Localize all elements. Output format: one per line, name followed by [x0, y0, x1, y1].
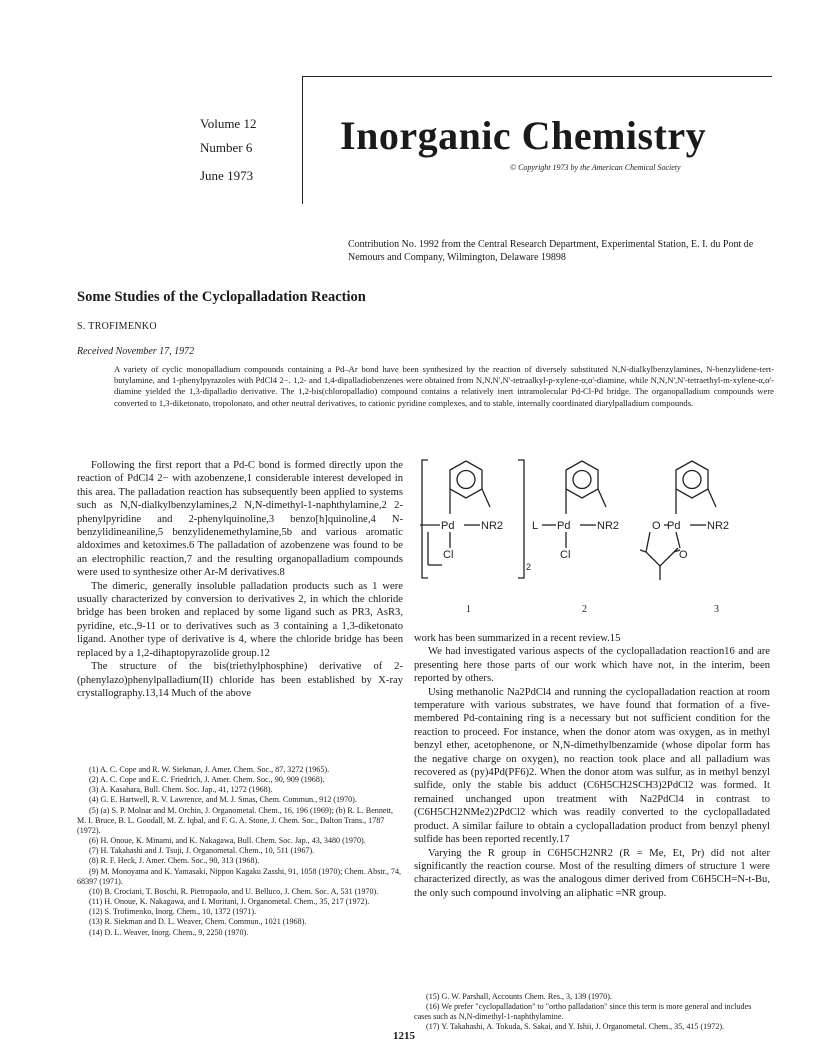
reference: (7) H. Takahashi and J. Tsuji, J. Organometal. Chem., 10, 511 (1967).: [89, 846, 315, 856]
copyright-notice: © Copyright 1973 by the American Chemical Society: [510, 163, 681, 172]
abstract: A variety of cyclic monopalladium compounds containing a Pd–Ar bond have been synthesized by the reaction of diversely substituted N,N-dialkylbenzylamines, N-benzylidene-tert-butylamine, and 1-phenylpyrazoles with PdCl4 2−. 1,2- and 1,4-dipalladiobenzenes were obtained from N,N,N',N'-tetraalkyl-p-xylene-α,α'-diamine, while N,N,N',N'-tetraethyl-m-xylene-α,α'-diamine yielded the 1,3-dipalladio derivative. The 1,2-bis(chloropalladio) compound contains a relatively inert intramolecular Pd-Cl-Pd bridge. The organopalladium compounds were converted to 1,3-diketonato, tropolonato, and other neutral derivatives, to cationic pyridine complexes, and to stable, internally coordinated diarylpalladium compounds.: [114, 364, 774, 408]
article-title: Some Studies of the Cyclopalladation Reaction: [77, 289, 366, 305]
journal-title: Inorganic Chemistry: [340, 113, 707, 158]
benzene-ring-1: [450, 461, 482, 498]
l-label: L: [532, 520, 539, 532]
cl-label: Cl: [560, 549, 571, 561]
pd-label: Pd: [667, 520, 681, 532]
structures-figure: [414, 452, 774, 627]
paragraph: Varying the R group in C6H5CH2NR2 (R = Me, Et, Pr) did not alter significantly the reaction course. Most of the resulting dimers of structure 1 were characterized directly, as was the analogous dimer derived from C6H5CH=N-t-Bu, the only such compound involving an aliphatic =NR group.: [414, 847, 770, 899]
nr2-label: NR2: [481, 520, 504, 532]
paragraph: The structure of the bis(triethylphosphine) derivative of 2-(phenylazo)phenylpalladium(II) chloride has been established by X-ray crystallography.13,14 Much of the above: [77, 661, 403, 699]
references-right: [414, 992, 770, 1033]
bracket-left: [422, 460, 428, 578]
diketonato-ring: [646, 532, 678, 566]
o-label: O: [679, 549, 688, 561]
compound-number: 2: [582, 604, 587, 615]
reference: (2) A. C. Cope and E. C. Friedrich, J. Amer. Chem. Soc., 90, 909 (1968).: [89, 775, 325, 785]
bracket-right: [518, 460, 524, 578]
paragraph: The dimeric, generally insoluble palladation products such as 1 were usually characterized by conversion to derivatives 2, in which the chloride bridge has been broken and replaced by some ligand such as PR3, AsR3, pyridine, etc.,9-11 or to derivatives such as 3 containing a 1,3-diketonato ligand. Another type of derivative is 4, where the chloride bridge has been replaced by a 1,2-dihaptopyrazolide group.12: [77, 580, 403, 659]
compound-number: 1: [466, 604, 471, 615]
volume: Volume 12: [200, 116, 257, 131]
reference: (10) B. Crociani, T. Boschi, R. Pietropaolo, and U. Belluco, J. Chem. Soc. A, 531 (1970).: [89, 886, 379, 896]
reference: (13) R. Siekman and D. L. Weaver, Chem. Commun., 1021 (1968).: [89, 917, 307, 927]
reference: (9) M. Monoyama and K. Yamasaki, Nippon Kagaku Zasshi, 91, 1058 (1970); Chem. Abstr., 74, 68397 (1971).: [77, 866, 402, 886]
page-number: 1215: [393, 1030, 415, 1042]
cl-label: Cl: [443, 549, 454, 561]
nr2-label: NR2: [597, 520, 620, 532]
issue-info: [200, 112, 290, 188]
pd-label: Pd: [441, 520, 455, 532]
reference: (15) G. W. Parshall, Accounts Chem. Res., 3, 139 (1970).: [426, 992, 612, 1001]
reference: (17) Y. Takahashi, A. Tokuda, S. Sakai, and Y. Ishii, J. Organometal. Chem., 35, 415 (1972).: [426, 1022, 725, 1032]
body-left-column: [77, 459, 403, 700]
issue-date: June 1973: [200, 168, 254, 183]
paragraph: Using methanolic Na2PdCl4 and running the cyclopalladation reaction at room temperature with various substrates, we have found that formation of a five-membered Pd-containing ring is a necessary but not sufficient condition for the reaction to proceed. For instance, when the donor atom was oxygen, as in methyl benzyl ether, acetophenone, or N,N-dimethylbenzamide (whose dipolar form has the negative charge on oxygen), no reaction took place and all palladium was recovered as (py)4Pd(PF6)2. When the donor atom was sulfur, as in methyl benzyl sulfide, only the stable bis adduct (C6H5CH2SCH3)2PdCl2 was formed. It remained unchanged upon treatment with Na2PdCl4 in contrast to (C6H5CH2NMe2)2PdCl2 which was readily converted to the cyclopalladated product. A similar failure to obtain a cyclopalladation product from benzyl phenyl sulfide has been reported recently.17: [414, 686, 770, 846]
dimer-subscript: 2: [526, 562, 532, 572]
reference: (1) A. C. Cope and R. W. Siekman, J. Amer. Chem. Soc., 87, 3272 (1965).: [89, 765, 330, 774]
header-horizontal-rule: [302, 76, 772, 77]
paragraph: Following the first report that a Pd-C bond is formed directly upon the reaction of PdCl4 2− with azobenzene,1 considerable interest developed in this area. The palladation reaction has subsequently been applied to systems such as N,N-dialkylbenzylamines,2 N,N-dimethyl-1-naphthylamine,2 2-phenylpyridine and 2-phenylquinoline,3 benzo[h]quinoline,4 N-benzylidineaniline,5 benzylidenemethylamine,5b and various aromatic aldoximes and ketoximes.6 The palladation of azobenzene was found to be an electrophilic reaction,7 and the resulting organopalladium compounds were used to synthesize other Ar-M derivatives.8: [77, 460, 403, 579]
nr2-label: NR2: [707, 520, 730, 532]
author: S. TROFIMENKO: [77, 321, 157, 332]
compound-number: 3: [714, 604, 719, 615]
reference: (6) H. Onoue, K. Minami, and K. Nakagawa, Bull. Chem. Soc. Jap., 43, 3480 (1970).: [89, 836, 366, 846]
received-date: Received November 17, 1972: [77, 346, 195, 357]
header-vertical-rule: [302, 76, 303, 204]
paragraph: We had investigated various aspects of the cyclopalladation reaction16 and are presenting here those parts of our work which have not, in the interim, been reported by others.: [414, 646, 770, 685]
reference: (16) We prefer "cyclopalladation" to "ortho palladation" since this term is more general and includes cases such as N,N-dimethyl-1-naphthylamine.: [414, 1002, 752, 1022]
reference: (5) (a) S. P. Molnar and M. Orchin, J. Organometal. Chem., 16, 196 (1969); (b) R. L. Bennett, M. I. Bruce, B. L. Goodall, M. Z. Iqbal, and F. G. A. Stone, J. Chem. Soc., Dalton Trans., 1787 (1972).: [77, 805, 393, 835]
pd-label: Pd: [557, 520, 571, 532]
reference: (3) A. Kasahara, Bull. Chem. Soc. Jap., 41, 1272 (1968).: [89, 785, 273, 795]
number: Number 6: [200, 140, 253, 155]
benzene-ring-2: [566, 461, 598, 498]
o-label: O: [652, 520, 661, 532]
reference: (14) D. L. Weaver, Inorg. Chem., 9, 2250 (1970).: [89, 927, 249, 937]
contribution-note: Contribution No. 1992 from the Central Research Department, Experimental Station, E. I. du Pont de Nemours and Company, Wilmington, Delaware 19898: [348, 239, 754, 263]
paragraph: work has been summarized in a recent review.15: [414, 633, 621, 644]
reference: (4) G. E. Hartwell, R. V. Lawrence, and M. J. Smas, Chem. Commun., 912 (1970).: [89, 795, 357, 805]
benzene-ring-3: [676, 461, 708, 498]
body-right-column: [414, 632, 770, 900]
reference: (11) H. Onoue, K. Nakagawa, and I. Moritani, J. Organometal. Chem., 35, 217 (1972).: [89, 897, 370, 907]
reference: (8) R. F. Heck, J. Amer. Chem. Soc., 90, 313 (1968).: [89, 856, 260, 866]
references-left: [77, 765, 403, 938]
reference: (12) S. Trofimenko, Inorg. Chem., 10, 1372 (1971).: [89, 907, 257, 917]
